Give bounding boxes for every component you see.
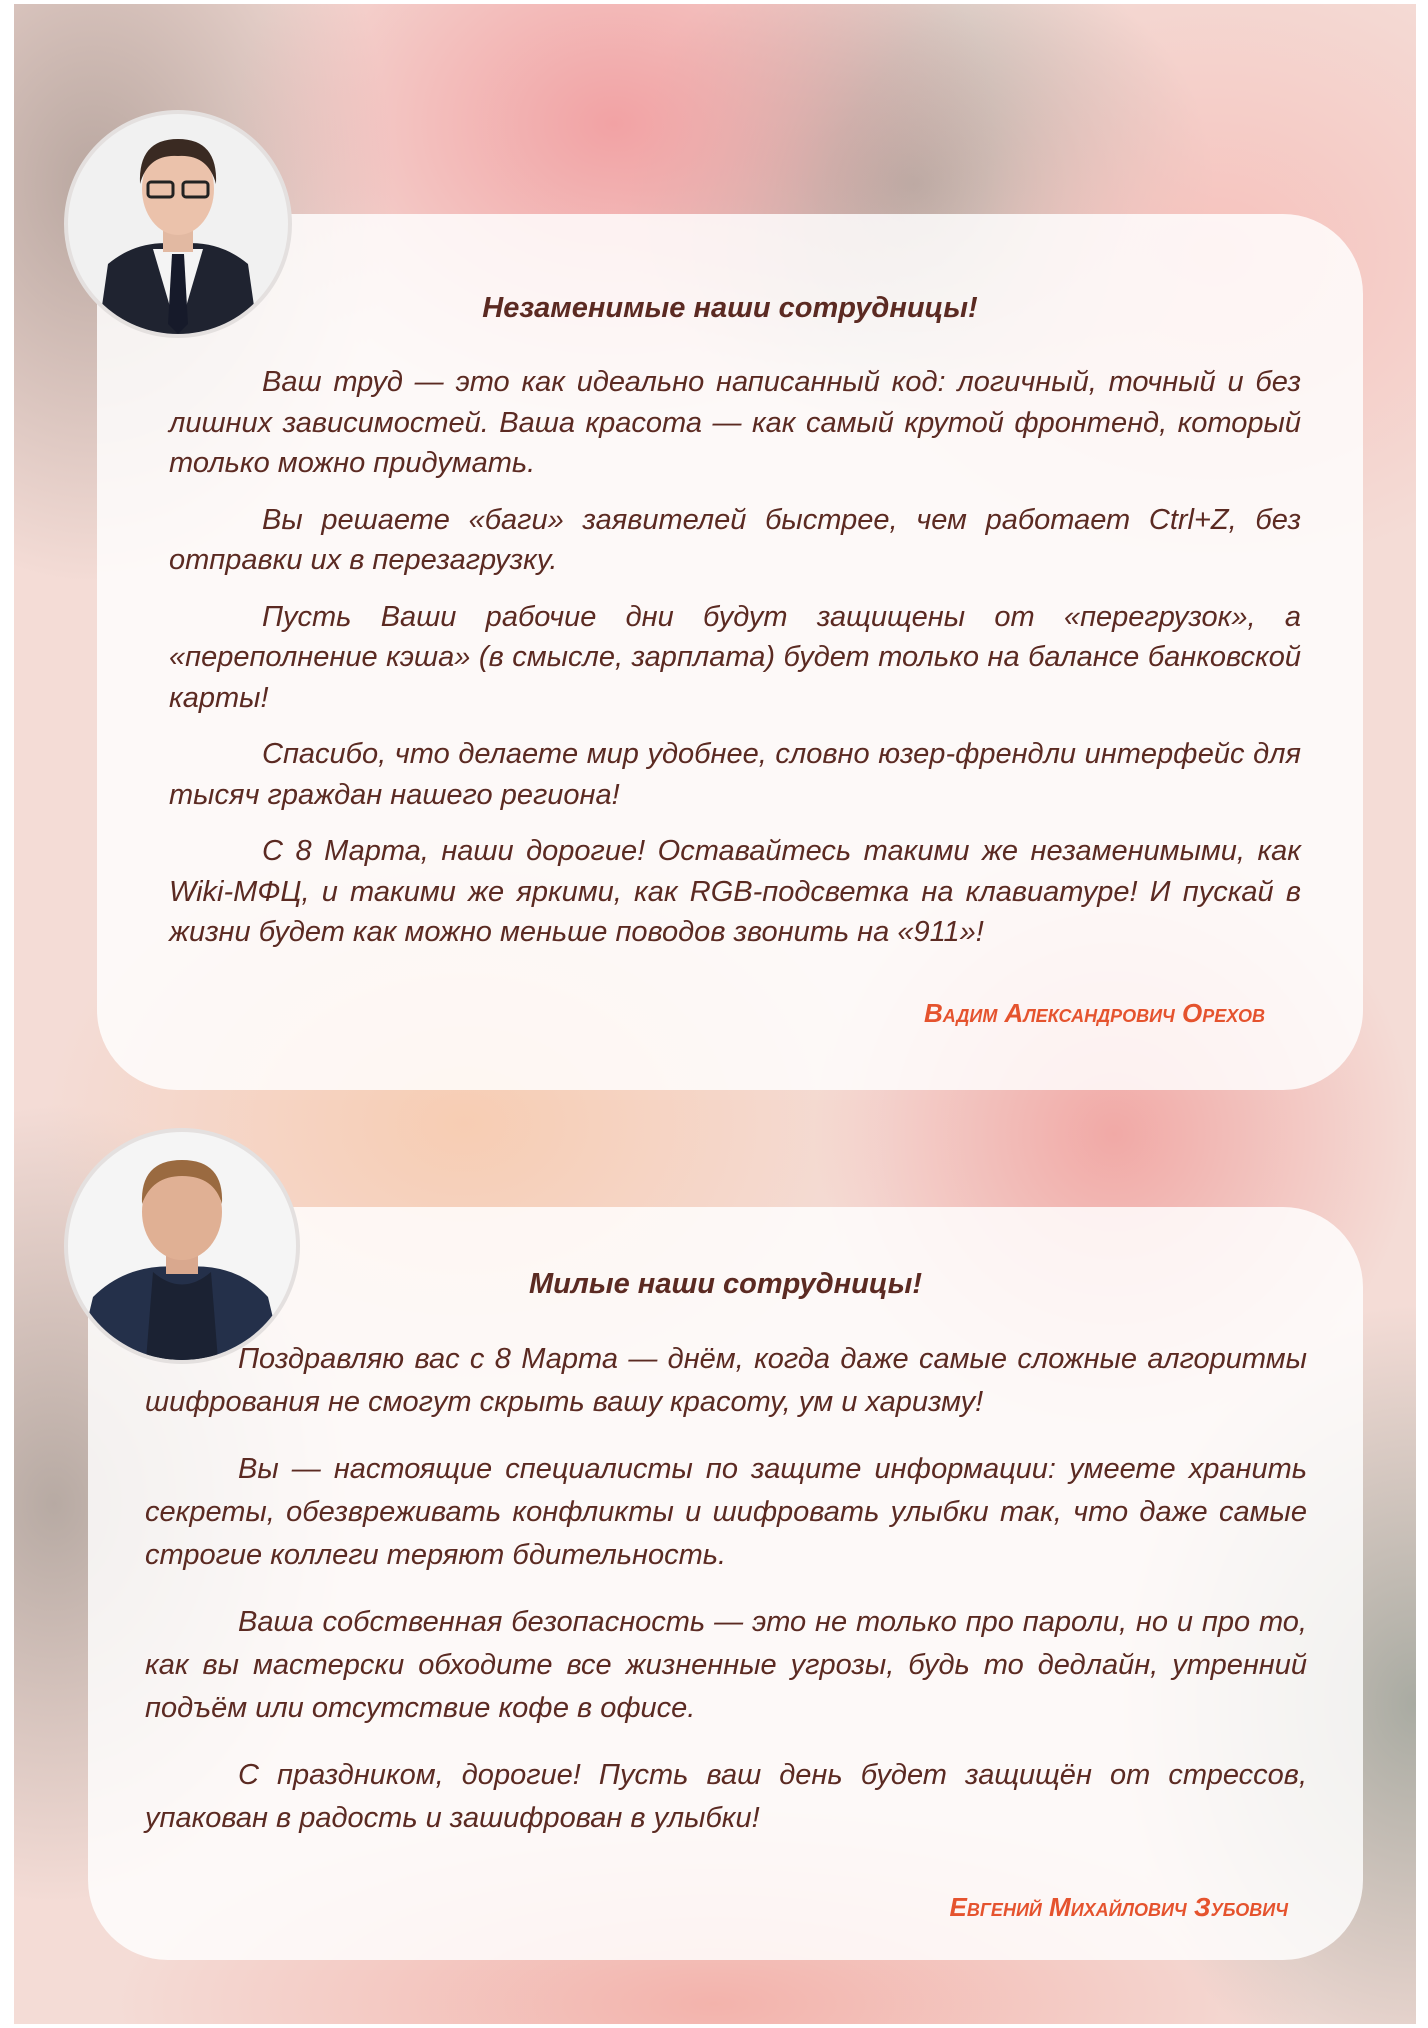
paragraph: С праздником, дорогие! Пусть ваш день будет защищён от стрессов, упакован в радость и зашифрован в улыбки! [145,1759,1307,1834]
greeting-1-signature: Вадим Александрович Орехов [923,998,1265,1028]
author-photo-2 [64,1128,300,1364]
paragraph: Ваш труд — это как идеально написанный код: логичный, точный и без лишних зависимостей. Ваша красота — как самый крутой фронтенд, который только можно придумать. [169,366,1301,479]
paragraph: Поздравляю вас с 8 Марта — днём, когда даже самые сложные алгоритмы шифрования не смогут скрыть вашу красоту, ум и харизму! [145,1343,1307,1418]
paragraph: Пусть Ваши рабочие дни будут защищены от «перегрузок», а «переполнение кэша» (в смысле, зарплата) будет только на балансе банковской карты! [169,600,1301,714]
paragraph: Вы — настоящие специалисты по защите информации: умеете хранить секреты, обезвреживать конфликты и шифровать улыбки так, что даже самые строгие коллеги теряют бдительность. [145,1453,1307,1571]
greeting-2-signature: Евгений Михайлович Зубович [949,1892,1288,1922]
greeting-2-title: Милые наши сотрудницы! [528,1268,923,1300]
paragraph: Ваша собственная безопасность — это не только про пароли, но и про то, как вы мастерски обходите все жизненные угрозы, будь то дедлайн, утренний подъём или отсутствие кофе в офисе. [145,1606,1307,1724]
paragraph: Спасибо, что делаете мир удобнее, словно юзер-френдли интерфейс для тысяч граждан нашего региона! [169,738,1301,811]
greeting-2-body [145,1338,1307,1864]
paragraph: С 8 Марта, наши дорогие! Оставайтесь такими же незаменимыми, как Wiki-МФЦ, и такими же яркими, как RGB-подсветка на клавиатуре! И пускай в жизни будет как можно меньше поводов звонить на «911»! [169,835,1301,948]
greeting-1-body [169,362,1301,969]
paragraph: Вы решаете «баги» заявителей быстрее, чем работает Ctrl+Z, без отправки их в перезагрузку. [169,503,1301,576]
greeting-1-title: Незаменимые наши сотрудницы! [482,292,978,324]
